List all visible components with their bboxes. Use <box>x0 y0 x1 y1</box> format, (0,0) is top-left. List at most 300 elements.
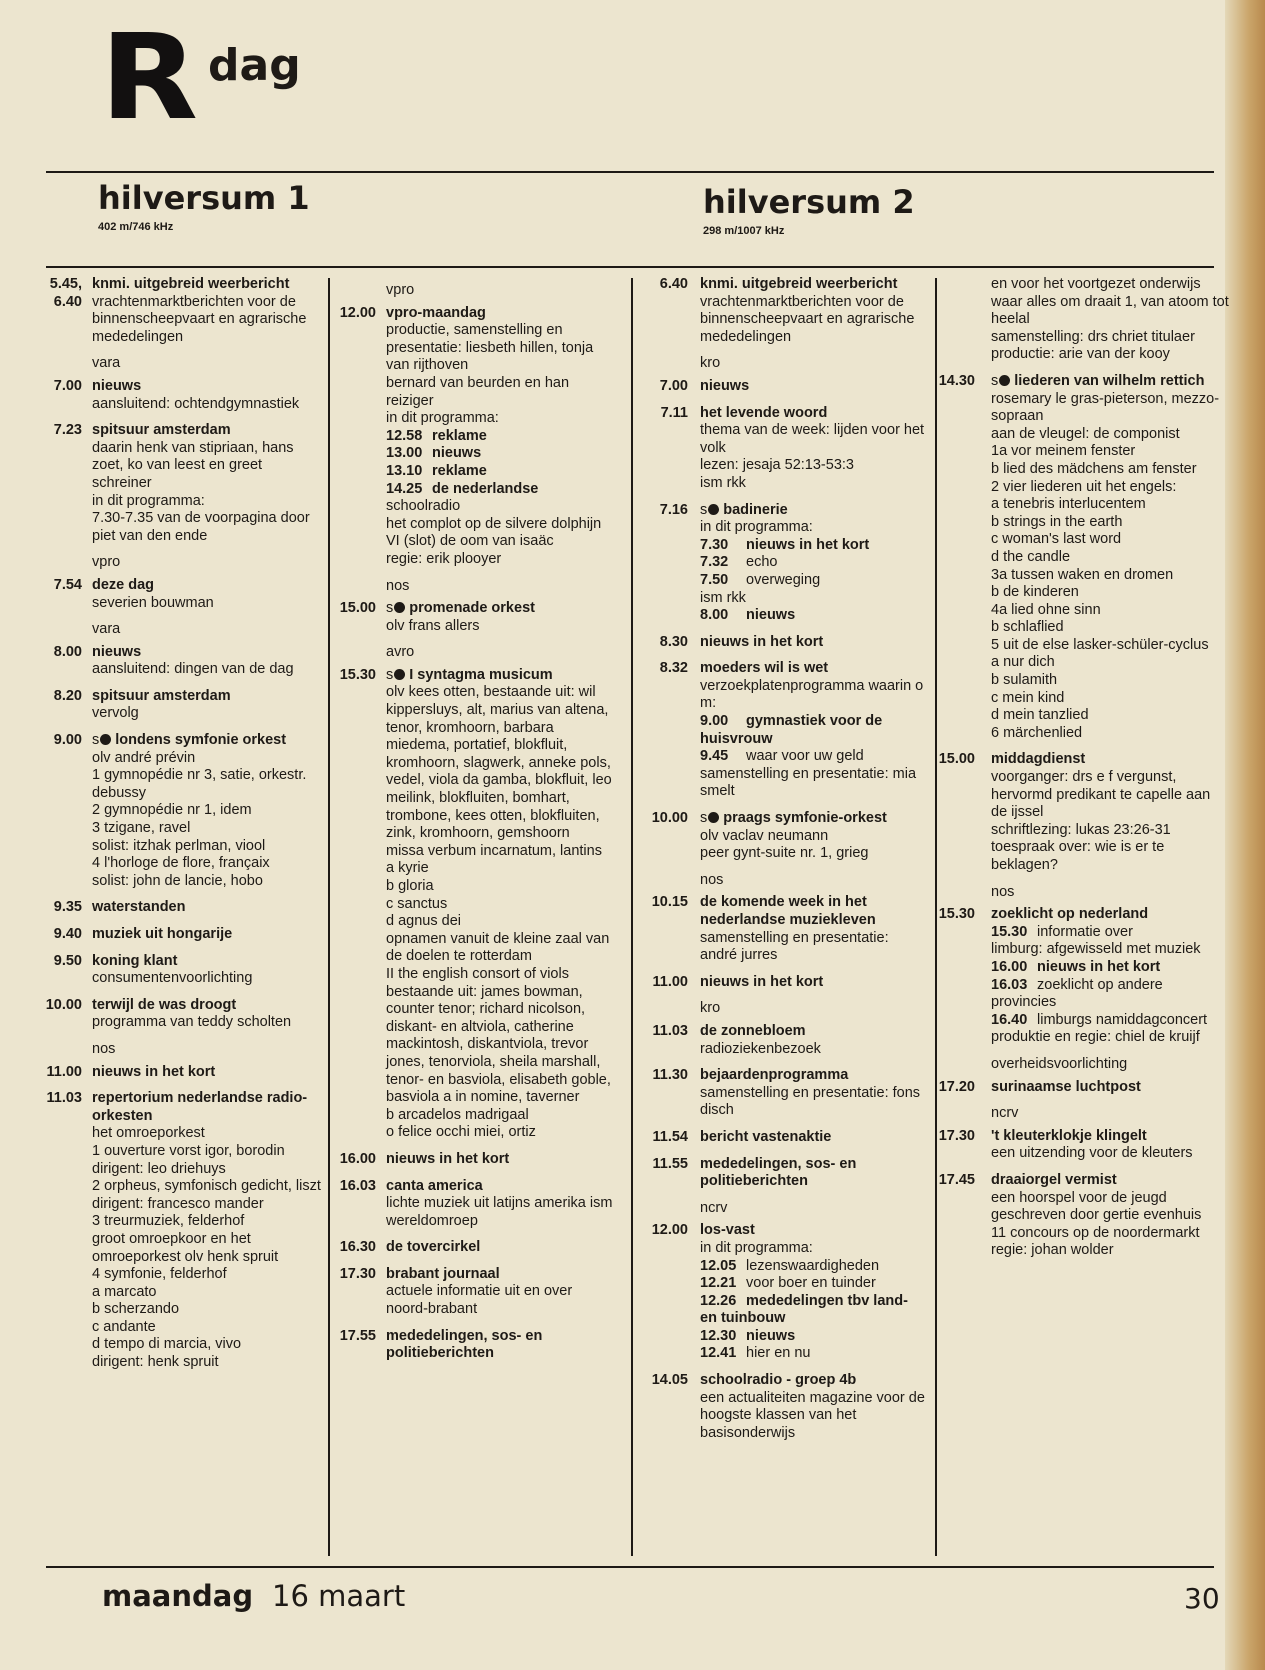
sub-title: nieuws <box>432 445 482 462</box>
sub-entry <box>700 1258 928 1276</box>
program-title-text: 't kleuterklokje klingelt <box>991 1127 1147 1144</box>
program-line: b arcadelos madrigaal <box>386 1106 529 1123</box>
program-line: b lied des mädchens am fenster <box>991 460 1197 477</box>
program-title-text: terwijl de was droogt <box>92 996 237 1013</box>
sub-entry <box>991 959 1230 977</box>
program-time: 17.30 <box>339 1265 376 1282</box>
program-line: samenstelling en presentatie: andré jurres <box>700 929 889 964</box>
program-entry <box>334 1266 616 1319</box>
broadcaster-label: vara <box>92 355 121 372</box>
program-time: 10.15 <box>651 894 688 911</box>
program-title-text: londens symfonie orkest <box>115 732 287 749</box>
broadcaster-label: vara <box>92 621 121 638</box>
program-title-text: nieuws in het kort <box>92 1063 216 1080</box>
program-title <box>92 577 325 595</box>
sub-time: 9.45 <box>700 748 729 765</box>
program-line: het omroeporkest <box>92 1125 205 1142</box>
program-title <box>700 1156 928 1191</box>
program-title-text: bejaardenprogramma <box>700 1067 849 1084</box>
program-line: a marcato <box>92 1283 157 1300</box>
program-title-text: spitsuur amsterdam <box>92 422 231 439</box>
program-entry <box>638 634 928 652</box>
program-line: in dit programma: <box>700 519 813 536</box>
program-body <box>92 644 325 679</box>
program-line: samenstelling en presentatie: mia smelt <box>700 765 917 800</box>
program-line: o felice occhi miei, ortiz <box>386 1124 536 1141</box>
station-2-name: hilversum 2 <box>703 183 915 221</box>
sub-title: reklame <box>432 427 487 444</box>
schedule-col-2 <box>334 276 616 1372</box>
sub-time: 12.30 <box>700 1327 737 1344</box>
program-entry <box>638 1156 928 1191</box>
stereo-dot-icon <box>394 602 405 613</box>
program-line: VI (slot) de oom van isaäc <box>386 533 554 550</box>
program-entry <box>40 926 325 944</box>
stereo-marker: s <box>700 810 708 827</box>
program-time: 6.40 <box>659 276 688 292</box>
program-body <box>386 305 616 569</box>
program-title-text: middagdienst <box>991 751 1086 768</box>
program-title <box>991 1172 1230 1190</box>
page-edge <box>1225 0 1265 1670</box>
program-line: 4 symfonie, felderhof <box>92 1266 227 1283</box>
program-title-text: de tovercirkel <box>386 1239 481 1256</box>
program-entry <box>638 276 928 346</box>
program-line: d mein tanzlied <box>991 707 1089 724</box>
program-title-text: waterstanden <box>92 899 186 916</box>
program-time: 17.30 <box>938 1127 975 1144</box>
program-title <box>700 810 928 828</box>
program-title <box>92 997 325 1015</box>
sub-title: zoeklicht op andere provincies <box>991 976 1163 1011</box>
program-title <box>700 974 928 992</box>
program-entry <box>638 1372 928 1442</box>
broadcaster-label: nos <box>700 871 724 888</box>
program-time: 16.30 <box>339 1239 376 1256</box>
program-line: a nur dich <box>991 654 1055 671</box>
r-logo: R <box>100 8 194 146</box>
sub-time: 14.25 <box>386 480 423 497</box>
program-line: II the english consort of viols <box>386 965 569 982</box>
program-title-text: schoolradio - groep 4b <box>700 1372 857 1389</box>
program-line: lezen: jesaja 52:13-53:3 <box>700 457 854 474</box>
program-line: 2 gymnopédie nr 1, idem <box>92 802 252 819</box>
program-time: 17.45 <box>938 1171 975 1188</box>
program-time: 11.54 <box>652 1128 688 1145</box>
program-time: 14.05 <box>651 1372 688 1389</box>
sub-title: gymnastiek voor de huisvrouw <box>700 713 883 747</box>
program-entry <box>638 1129 928 1147</box>
program-title <box>386 600 616 618</box>
program-line: b sulamith <box>991 672 1058 689</box>
program-line: b gloria <box>386 878 434 894</box>
program-body <box>991 373 1230 742</box>
program-time: 11.03 <box>46 1090 82 1107</box>
program-line: solist: john de lancie, hobo <box>92 872 263 889</box>
program-line: c andante <box>92 1318 156 1335</box>
program-line: missa verbum incarnatum, lantins <box>386 842 602 859</box>
program-line: 1a vor meinem fenster <box>991 443 1136 460</box>
program-body <box>92 688 325 723</box>
program-entry <box>40 422 325 545</box>
program-body <box>991 1079 1230 1097</box>
program-title <box>700 660 928 678</box>
header-rule-top <box>46 171 1214 173</box>
program-entry <box>935 1172 1230 1260</box>
program-title-text: muziek uit hongarije <box>92 926 233 942</box>
program-title-text: moeders wil is wet <box>700 660 829 677</box>
program-line: olv andré prévin <box>92 749 196 766</box>
program-title <box>700 276 928 294</box>
program-time: 10.00 <box>651 810 688 827</box>
stereo-dot-icon <box>708 504 719 515</box>
program-entry <box>935 1079 1230 1097</box>
program-title <box>386 1239 616 1257</box>
sub-entry <box>700 713 928 748</box>
program-line: toespraak over: wie is er te beklagen? <box>991 839 1165 873</box>
program-line: daarin henk van stipriaan, hans zoet, ko van leest en greet schreiner <box>92 439 294 491</box>
program-title <box>700 1372 928 1390</box>
program-body <box>92 899 325 917</box>
program-line: bestaande uit: james bowman, counter tenor; richard nicolson, diskant- en altviola, catherine mackintosh, diskantviola, trevor jones, tenorviola, sheila marshall, tenor- en basviola, elisabeth goble, basviola a in nomine, taverner <box>386 983 611 1106</box>
program-line: d agnus dei <box>386 913 461 930</box>
sub-title: echo <box>746 554 778 571</box>
sub-title: voor boer en tuinder <box>746 1275 876 1292</box>
sub-title: lezenswaardigheden <box>746 1257 880 1274</box>
program-time: 15.00 <box>339 600 376 617</box>
program-body <box>92 577 325 612</box>
program-entry <box>40 577 325 612</box>
stereo-marker: s <box>700 501 708 518</box>
broadcaster-label: vpro <box>386 282 415 298</box>
program-entry <box>40 953 325 988</box>
program-time: 11.55 <box>652 1155 688 1172</box>
program-entry <box>638 1222 928 1363</box>
program-title <box>700 502 928 520</box>
program-body <box>92 732 325 890</box>
program-time: 11.30 <box>652 1067 688 1084</box>
program-title <box>92 644 325 662</box>
program-line: 2 orpheus, symfonisch gedicht, liszt <box>92 1178 321 1195</box>
program-line: d the candle <box>991 548 1071 565</box>
program-time: 8.20 <box>53 687 82 704</box>
program-title-text: nieuws <box>700 377 750 394</box>
program-line: in dit programma: <box>386 410 499 427</box>
program-line: olv vaclav neumann <box>700 827 829 844</box>
broadcaster-label: ncrv <box>991 1105 1019 1122</box>
program-body <box>700 810 928 863</box>
program-title <box>700 894 928 929</box>
program-body <box>386 1151 616 1169</box>
program-title <box>92 926 325 944</box>
program-time: 9.00 <box>53 732 82 749</box>
program-line: aan de vleugel: de componist <box>991 425 1180 442</box>
program-title <box>700 634 928 652</box>
program-title <box>92 422 325 440</box>
program-line: 3 tzigane, ravel <box>92 820 191 837</box>
program-title-text: de komende week in het nederlandse muziekleven <box>700 894 876 928</box>
stereo-marker: s <box>92 732 100 749</box>
sub-title: nieuws in het kort <box>746 536 870 553</box>
program-title-text: surinaamse luchtpost <box>991 1078 1141 1095</box>
program-entry <box>638 660 928 801</box>
program-title <box>991 751 1230 769</box>
program-title-text: de zonnebloem <box>700 1022 806 1039</box>
program-line: 1 ouverture vorst igor, borodin <box>92 1142 285 1159</box>
program-body <box>991 751 1230 874</box>
program-line: en voor het voortgezet onderwijs <box>991 276 1201 292</box>
program-body <box>991 906 1230 1047</box>
program-entry <box>334 1328 616 1363</box>
program-body <box>92 276 325 346</box>
program-title <box>991 906 1230 924</box>
program-body <box>700 1156 928 1191</box>
program-title <box>386 1328 616 1363</box>
program-entry <box>40 732 325 890</box>
stereo-dot-icon <box>999 375 1010 386</box>
sub-time: 7.30 <box>700 536 729 553</box>
sub-time: 12.21 <box>700 1275 737 1292</box>
program-title-text: repertorium nederlandse radio-orkesten <box>92 1090 308 1124</box>
broadcaster-label: avro <box>386 644 415 661</box>
program-line: 3 treurmuziek, felderhof <box>92 1213 245 1230</box>
program-title-text: praags symfonie-orkest <box>723 810 887 827</box>
program-line: b scherzando <box>92 1301 180 1318</box>
stereo-marker: s <box>386 600 394 617</box>
program-line: een actualiteiten magazine voor de hoogste klassen van het basisonderwijs <box>700 1389 925 1441</box>
stereo-dot-icon <box>394 669 405 680</box>
program-time: 8.32 <box>659 660 688 677</box>
program-line: dirigent: francesco mander <box>92 1195 264 1212</box>
program-line: vervolg <box>92 705 139 722</box>
program-time: 8.30 <box>659 633 688 650</box>
footer-rule <box>46 1566 1214 1568</box>
program-title-text: vpro-maandag <box>386 304 486 321</box>
program-title-text: canta america <box>386 1177 483 1194</box>
schedule-col-4 <box>935 276 1230 1269</box>
sub-time: 16.40 <box>991 1011 1028 1028</box>
program-entry <box>935 1128 1230 1163</box>
sub-time: 7.50 <box>700 571 729 588</box>
program-time: 7.11 <box>660 404 688 421</box>
program-line: aansluitend: dingen van de dag <box>92 661 294 678</box>
program-time: 16.03 <box>339 1177 376 1194</box>
logo-dag: dag <box>208 40 301 91</box>
sub-entry <box>700 748 928 766</box>
sub-title: mededelingen tbv land- en tuinbouw <box>700 1292 908 1327</box>
program-title-text: draaiorgel vermist <box>991 1171 1117 1188</box>
sub-title: hier en nu <box>746 1345 811 1362</box>
stereo-dot-icon <box>100 734 111 745</box>
program-line: produktie en regie: chiel de kruijf <box>991 1029 1200 1046</box>
program-time: 12.00 <box>339 304 376 321</box>
program-title-text: nieuws <box>92 377 142 394</box>
program-time: 11.00 <box>652 973 688 990</box>
program-entry <box>334 305 616 569</box>
program-time: 9.35 <box>53 899 82 916</box>
program-time: 7.00 <box>53 377 82 394</box>
sub-time: 12.26 <box>700 1292 737 1309</box>
program-entry <box>935 373 1230 742</box>
sub-entry <box>700 1293 928 1328</box>
program-line: ism rkk <box>700 474 746 491</box>
sub-entry <box>700 537 928 555</box>
program-body <box>92 1064 325 1082</box>
divider-col-1-2 <box>328 278 330 1556</box>
sub-time: 16.03 <box>991 976 1028 993</box>
sub-title: nieuws <box>746 1327 796 1344</box>
program-line: 2 vier liederen uit het engels: <box>991 478 1177 495</box>
program-line: in dit programma: <box>700 1239 813 1256</box>
program-line: b strings in the earth <box>991 513 1123 530</box>
program-time: 12.00 <box>651 1222 688 1239</box>
sub-title: nieuws in het kort <box>1037 958 1161 975</box>
program-line: 3a tussen waken en dromen <box>991 566 1174 583</box>
program-body <box>700 894 928 964</box>
program-entry <box>40 1064 325 1082</box>
program-body <box>700 660 928 801</box>
program-body <box>700 276 928 346</box>
program-entry <box>40 276 325 346</box>
program-title <box>92 899 325 917</box>
program-time: 9.50 <box>53 952 82 969</box>
sub-title: nieuws <box>746 607 796 624</box>
sub-title: de nederlandse <box>432 480 539 497</box>
footer-day: maandag <box>102 1579 254 1613</box>
program-line: radioziekenbezoek <box>700 1040 821 1057</box>
program-line: programma van teddy scholten <box>92 1014 292 1031</box>
program-entry <box>935 751 1230 874</box>
program-entry <box>638 810 928 863</box>
program-line: 4a lied ohne sinn <box>991 601 1101 618</box>
program-title-text: nieuws in het kort <box>700 973 824 990</box>
program-line: opnamen vanuit de kleine zaal van de doelen te rotterdam <box>386 930 610 965</box>
program-body <box>700 1067 928 1120</box>
program-line: verzoekplatenprogramma waarin o m: <box>700 677 924 712</box>
program-line: in dit programma: <box>92 492 205 509</box>
program-line: peer gynt-suite nr. 1, grieg <box>700 845 869 862</box>
program-title <box>386 667 616 685</box>
schedule-col-1 <box>40 276 325 1381</box>
program-title <box>92 732 325 750</box>
sub-title: overweging <box>746 571 821 588</box>
program-time: 11.03 <box>652 1022 688 1039</box>
program-title-text: nieuws in het kort <box>386 1150 510 1167</box>
program-body <box>386 1266 616 1319</box>
program-title <box>92 1090 325 1125</box>
broadcaster-label: overheidsvoorlichting <box>991 1055 1128 1072</box>
sub-title: waar voor uw geld <box>746 748 864 765</box>
program-title-text: het levende woord <box>700 404 828 421</box>
program-title-text: knmi. uitgebreid weerbericht <box>700 276 898 292</box>
program-time: 15.00 <box>938 751 975 768</box>
station-1-name: hilversum 1 <box>98 179 310 217</box>
program-entry <box>40 997 325 1032</box>
sub-time: 16.00 <box>991 958 1028 975</box>
program-entry <box>40 644 325 679</box>
program-body <box>700 502 928 625</box>
program-time: 8.00 <box>53 643 82 660</box>
program-entry <box>40 899 325 917</box>
program-time: 10.00 <box>45 996 82 1013</box>
sub-entry <box>386 428 616 446</box>
sub-entry <box>700 554 928 572</box>
program-entry <box>40 688 325 723</box>
program-title-text: zoeklicht op nederland <box>991 906 1149 923</box>
program-entry <box>935 906 1230 1047</box>
program-line: thema van de week: lijden voor het volk <box>700 422 925 456</box>
program-body <box>92 997 325 1032</box>
program-title <box>700 1129 928 1147</box>
sub-time: 8.00 <box>700 607 729 624</box>
program-title-text: promenade orkest <box>409 600 535 617</box>
program-time: 7.00 <box>659 377 688 394</box>
program-line: aansluitend: ochtendgymnastiek <box>92 395 300 412</box>
program-body <box>700 1023 928 1058</box>
program-time: 7.54 <box>53 576 82 593</box>
program-line: c sanctus <box>386 895 448 912</box>
program-time: 17.20 <box>938 1078 975 1095</box>
sub-entry <box>991 977 1230 1012</box>
program-entry <box>638 894 928 964</box>
stereo-marker: s <box>386 666 394 683</box>
program-line: limburg: afgewisseld met muziek <box>991 941 1201 958</box>
program-line: 1 gymnopédie nr 3, satie, orkestr. debussy <box>92 767 307 801</box>
program-time: 5.45, 6.40 <box>49 276 82 310</box>
program-line: actuele informatie uit en over noord-brabant <box>386 1283 573 1318</box>
program-line: 7.30-7.35 van de voorpagina door piet van den ende <box>92 510 310 544</box>
program-title-text: nieuws <box>92 643 142 660</box>
program-time: 7.16 <box>659 501 688 518</box>
program-entry <box>334 1151 616 1169</box>
sub-time: 12.58 <box>386 427 423 444</box>
sub-entry <box>991 924 1230 942</box>
stereo-marker: s <box>991 372 999 389</box>
schedule-col-3 <box>638 276 928 1451</box>
program-time: 15.30 <box>339 666 376 683</box>
program-body <box>700 974 928 992</box>
program-entry <box>334 1239 616 1257</box>
program-entry <box>638 378 928 396</box>
program-title <box>991 1128 1230 1146</box>
sub-title: limburgs namiddagconcert <box>1037 1011 1208 1028</box>
sub-time: 7.32 <box>700 554 729 571</box>
program-body <box>92 926 325 944</box>
program-line: rosemary le gras-pieterson, mezzo-sopraan <box>991 390 1220 425</box>
program-title <box>386 1151 616 1169</box>
program-line: c mein kind <box>991 689 1065 706</box>
program-body <box>386 667 616 1142</box>
program-line: dirigent: leo driehuys <box>92 1160 226 1177</box>
sub-entry <box>386 481 616 499</box>
program-line: het complot op de silvere dolphijn <box>386 515 602 532</box>
program-line: schriftlezing: lukas 23:26-31 <box>991 821 1171 838</box>
program-body <box>386 1239 616 1257</box>
header-rule-bottom <box>46 266 1214 268</box>
broadcaster-label: nos <box>92 1040 116 1057</box>
program-line: productie: arie van der kooy <box>991 346 1170 363</box>
program-line: productie, samenstelling en presentatie: liesbeth hillen, tonja van rijthoven <box>386 322 594 374</box>
program-time: 17.55 <box>339 1327 376 1344</box>
sub-entry <box>700 607 928 625</box>
program-body <box>386 1328 616 1363</box>
program-line: regie: johan wolder <box>991 1242 1114 1259</box>
page-number: 30 <box>1184 1582 1220 1615</box>
program-line: samenstelling: drs chriet titulaer <box>991 328 1195 345</box>
program-line: 6 märchenlied <box>991 724 1083 741</box>
program-title <box>92 276 325 294</box>
broadcaster-label: ncrv <box>700 1199 728 1216</box>
